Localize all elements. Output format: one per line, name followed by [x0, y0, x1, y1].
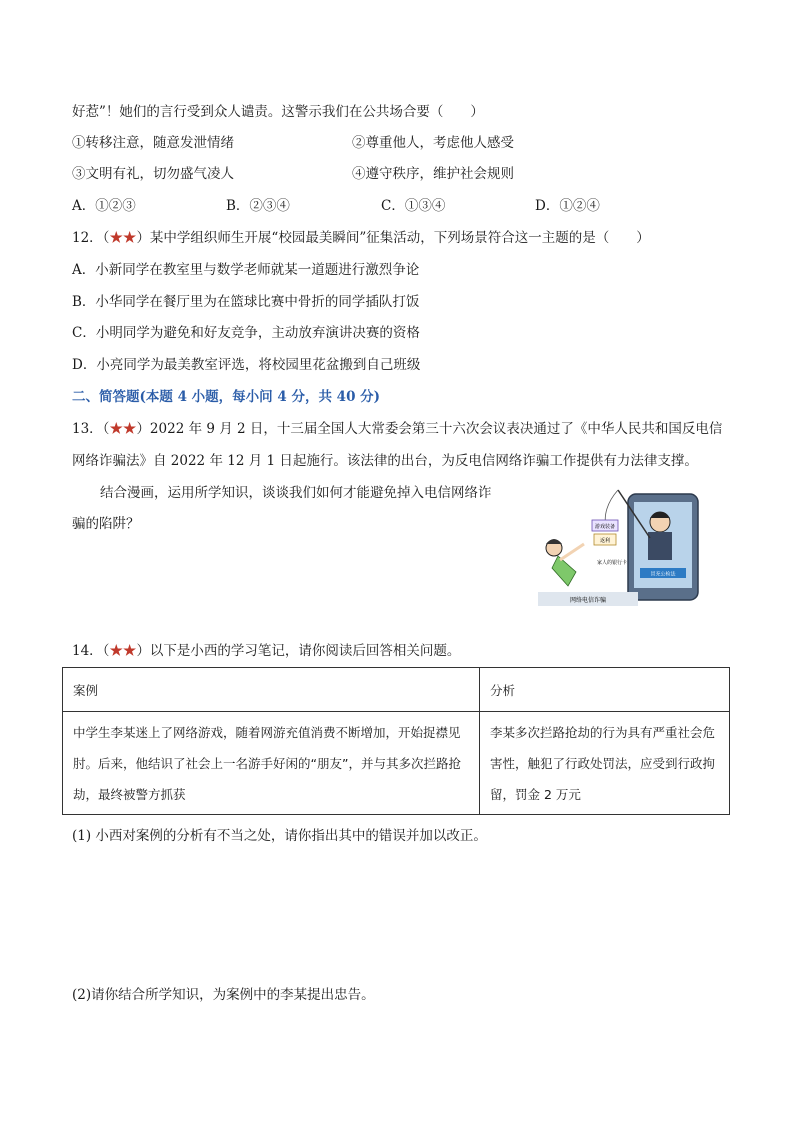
table-cell-analysis: 李某多次拦路抢劫的行为具有严重社会危害性，触犯了行政处罚法，应受到行政拘留，罚金 2 万元 — [480, 712, 730, 815]
q12-option-c: C．小明同学为避免和好友竞争，主动放弃演讲决赛的资格 — [72, 325, 420, 341]
difficulty-stars: ★★ — [109, 421, 137, 437]
comic-label-game-gear: 游戏装备 — [594, 524, 616, 530]
q11-item-1: ①转移注意，随意发泄情绪 — [72, 135, 234, 151]
q11-option-c: C．①③④ — [381, 198, 446, 214]
q11-option-a: A．①②③ — [72, 198, 136, 214]
q11-item-4: ④遵守秩序，维护社会规则 — [352, 166, 514, 182]
comic-label-rebate: 返利 — [599, 538, 611, 544]
table-cell-case: 中学生李某迷上了网络游戏，随着网游充值消费不断增加，开始捉襟见肘。后来，他结识了社会上一名游手好闲的“朋友”，并与其多次拦路抢劫，最终被警方抓获 — [63, 712, 480, 815]
q14-subquestion-1: (1) 小西对案例的分析有不当之处，请你指出其中的错误并加以改正。 — [72, 828, 487, 844]
q13-prompt: 结合漫画，运用所学知识，谈谈我们如何才能避免掉入电信网络诈 — [100, 485, 492, 501]
q14-subquestion-2: (2)请你结合所学知识，为案例中的李某提出忠告。 — [72, 987, 375, 1003]
q11-item-2: ②尊重他人，考虑他人感受 — [352, 135, 514, 151]
study-notes-table — [62, 667, 730, 815]
q13-prompt-cont: 骗的陷阱？ — [72, 516, 140, 532]
q11-item-3: ③文明有礼，切勿盛气凌人 — [72, 166, 234, 182]
q12-option-a: A．小新同学在教室里与数学老师就某一道题进行激烈争论 — [72, 262, 420, 278]
table-header-case: 案例 — [63, 668, 480, 712]
section-heading: 二、简答题(本题 4 小题，每小问 4 分，共 40 分) — [72, 389, 381, 405]
q14-stem: 14．（★★）以下是小西的学习笔记，请你阅读后回答相关问题。 — [72, 643, 461, 659]
q11-stem-tail: 好惹”！她们的言行受到众人谴责。这警示我们在公共场合要（ ） — [72, 104, 484, 120]
q11-option-d: D．①②④ — [535, 198, 600, 214]
q13-stem-line-2: 网络诈骗法》自 2022 年 12 月 1 日起施行。该法律的出台，为反电信网络诈骗工作提供有力法律支撑。 — [72, 453, 698, 469]
difficulty-stars: ★★ — [109, 230, 137, 246]
q12-option-d: D．小亮同学为最美教室评选，将校园里花盆搬到自己班级 — [72, 357, 421, 373]
table-header-analysis: 分析 — [480, 668, 730, 712]
q12-stem: 12．（★★）某中学组织师生开展“校园最美瞬间”征集活动，下列场景符合这一主题的是（ ） — [72, 230, 650, 246]
comic-label-impersonation: 冒充公检法 — [650, 571, 676, 578]
comic-caption: 网络电信诈骗 — [569, 597, 607, 604]
q13-stem-line-1: 13．（★★）2022 年 9 月 2 日，十三届全国人大常委会第三十六次会议表决通过了《中华人民共和国反电信 — [72, 421, 723, 437]
q12-option-b: B．小华同学在餐厅里为在篮球比赛中骨折的同学插队打饭 — [72, 294, 420, 310]
comic-label-bank-card: 家人的银行卡 — [596, 560, 628, 566]
q11-option-b: B．②③④ — [226, 198, 290, 214]
difficulty-stars: ★★ — [109, 643, 137, 659]
telecom-fraud-comic — [532, 488, 710, 612]
